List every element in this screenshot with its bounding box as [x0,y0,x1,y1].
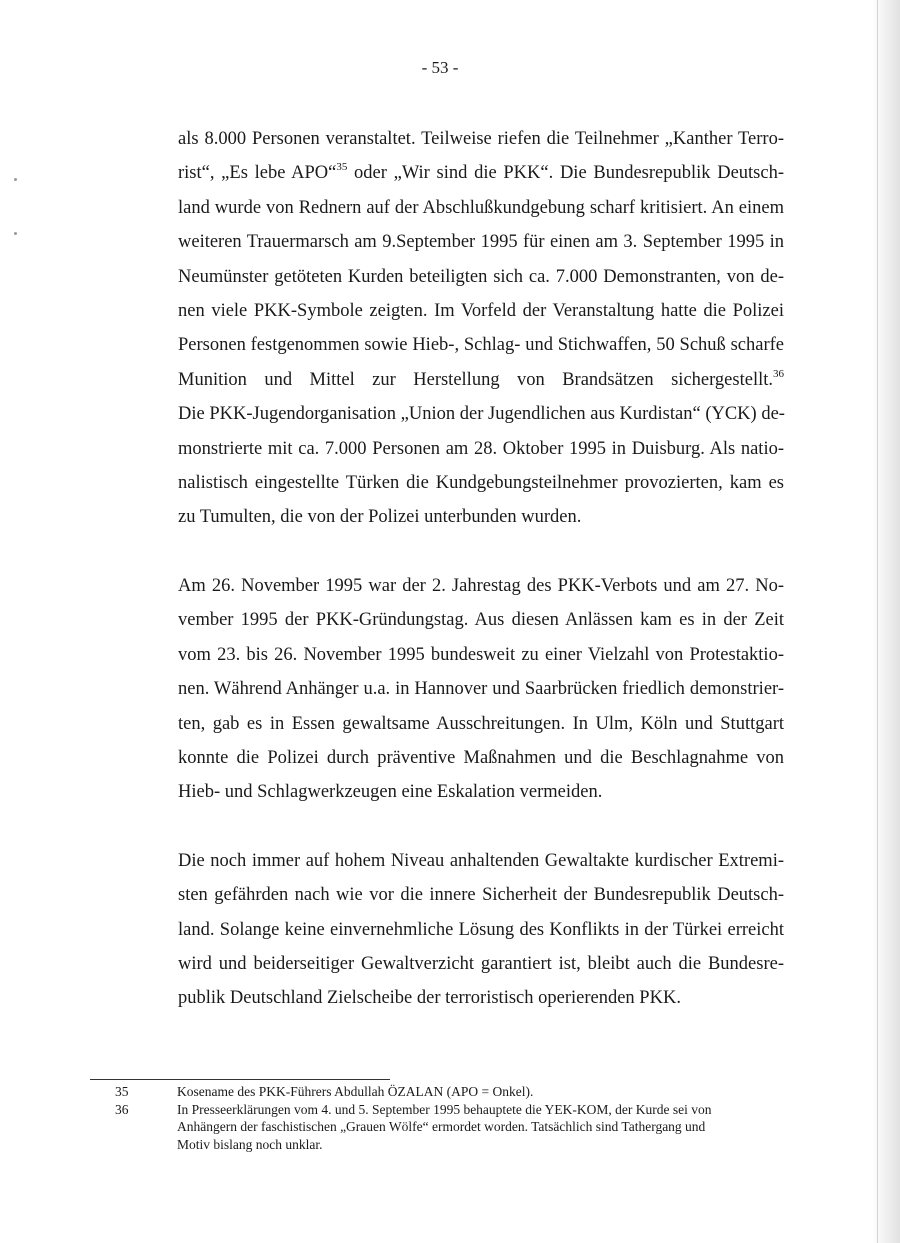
text-line [178,638,784,672]
text-segment: vember 1995 der PKK-Gründungstag. Aus diesen Anlässen kam es in der Zeit [178,610,784,631]
page-number: - 53 - [421,58,459,77]
text-line [178,913,784,947]
text-line [178,672,784,706]
text-line [178,328,784,362]
text-line [178,363,784,397]
text-segment: Die PKK-Jugendorganisation „Union der Jugendlichen aus Kurdistan“ (YCK) de- [178,404,785,425]
text-segment: rist“, „Es lebe APO“ [178,163,337,184]
text-line [178,981,784,1015]
text-line [178,947,784,981]
text-segment: nen viele PKK-Symbole zeigten. Im Vorfeld der Veranstaltung hatte die Polizei [178,301,784,322]
text-segment: oder „Wir sind die PKK“. Die Bundesrepublik Deutsch- [347,163,784,184]
footnote-text-line: In Presseerklärungen vom 4. und 5. September 1995 behauptete die YEK-KOM, der Kurde sei von [177,1101,712,1117]
footnote-reference: 35 [336,161,348,174]
text-segment: Hieb- und Schlagwerkzeugen eine Eskalation vermeiden. [178,782,603,803]
footnote-text-line: Kosename des PKK-Führers Abdullah ÖZALAN (APO = Onkel). [177,1084,534,1099]
text-segment: Neumünster getöteten Kurden beteiligten sich ca. 7.000 Demonstranten, von de- [178,266,784,287]
text-line [178,156,784,190]
text-segment: land. Solange keine einvernehmliche Lösung des Konflikts in der Türkei erreicht [178,919,784,940]
footnotes [115,1083,795,1153]
text-line [178,432,784,466]
text-line [178,500,784,534]
text-segment: weiteren Trauermarsch am 9.September 1995 für einen am 3. September 1995 in [178,232,784,253]
paragraph-3 [178,844,784,1016]
text-segment: wird und beiderseitiger Gewaltverzicht garantiert ist, bleibt auch die Bundesre- [178,953,784,974]
body-text [178,122,784,1016]
text-segment: Munition und Mittel zur Herstellung von Brandsätzen sichergestellt. [178,369,773,390]
footnote-separator [90,1079,390,1080]
footnote-number: 35 [115,1084,129,1099]
text-segment: vom 23. bis 26. November 1995 bundesweit zu einer Vielzahl von Protestaktio- [178,644,784,665]
paragraph-2 [178,569,784,810]
footnote-text-line: Motiv bislang noch unklar. [177,1136,323,1152]
text-segment: zu Tumulten, die von der Polizei unterbunden wurden. [178,507,582,528]
text-line [178,225,784,259]
text-segment: ten, gab es in Essen gewaltsame Ausschreitungen. In Ulm, Köln und Stuttgart [178,713,784,734]
footnote-reference: 36 [773,367,784,380]
text-segment: nalistisch eingestellte Türken die Kundgebungsteilnehmer provozierten, kam es [178,473,784,494]
page-edge-line [877,0,878,1243]
text-line [178,844,784,878]
text-segment: monstrierte mit ca. 7.000 Personen am 28. Oktober 1995 in Duisburg. Als natio- [178,438,784,459]
text-segment: Die noch immer auf hohem Niveau anhaltenden Gewaltakte kurdischer Extremi- [178,850,784,871]
scan-speck [14,232,17,235]
text-segment: Personen festgenommen sowie Hieb-, Schlag- und Stichwaffen, 50 Schuß scharfe [178,335,784,356]
text-line [178,260,784,294]
paragraph-1 [178,122,784,535]
footnote-number: 36 [115,1101,129,1117]
text-line [178,878,784,912]
text-segment: land wurde von Rednern auf der Abschlußkundgebung scharf kritisiert. An einem [178,197,784,218]
text-segment: Am 26. November 1995 war der 2. Jahrestag des PKK-Verbots und am 27. No- [178,575,784,596]
text-line [178,294,784,328]
text-line [178,741,784,775]
footnote-35 [115,1083,795,1101]
footnote-36 [115,1101,795,1154]
text-line [178,569,784,603]
footnote-text-line: Anhängern der faschistischen „Grauen Wölfe“ ermordet worden. Tatsächlich sind Tathergang und [177,1119,706,1134]
text-line [178,707,784,741]
text-line [178,603,784,637]
text-segment: als 8.000 Personen veranstaltet. Teilweise riefen die Teilnehmer „Kanther Terro- [178,129,784,149]
text-line [178,775,784,809]
text-segment: publik Deutschland Zielscheibe der terroristisch operierenden PKK. [178,988,681,1009]
text-line [178,466,784,500]
text-segment: konnte die Polizei durch präventive Maßnahmen und die Beschlagnahme von [178,747,784,768]
text-line [178,397,784,431]
scan-speck [14,178,17,181]
text-segment: sten gefährden nach wie vor die innere Sicherheit der Bundesrepublik Deutsch- [178,885,784,906]
text-line [178,122,784,156]
text-segment: nen. Während Anhänger u.a. in Hannover und Saarbrücken friedlich demonstrier- [178,679,784,700]
text-line [178,191,784,225]
